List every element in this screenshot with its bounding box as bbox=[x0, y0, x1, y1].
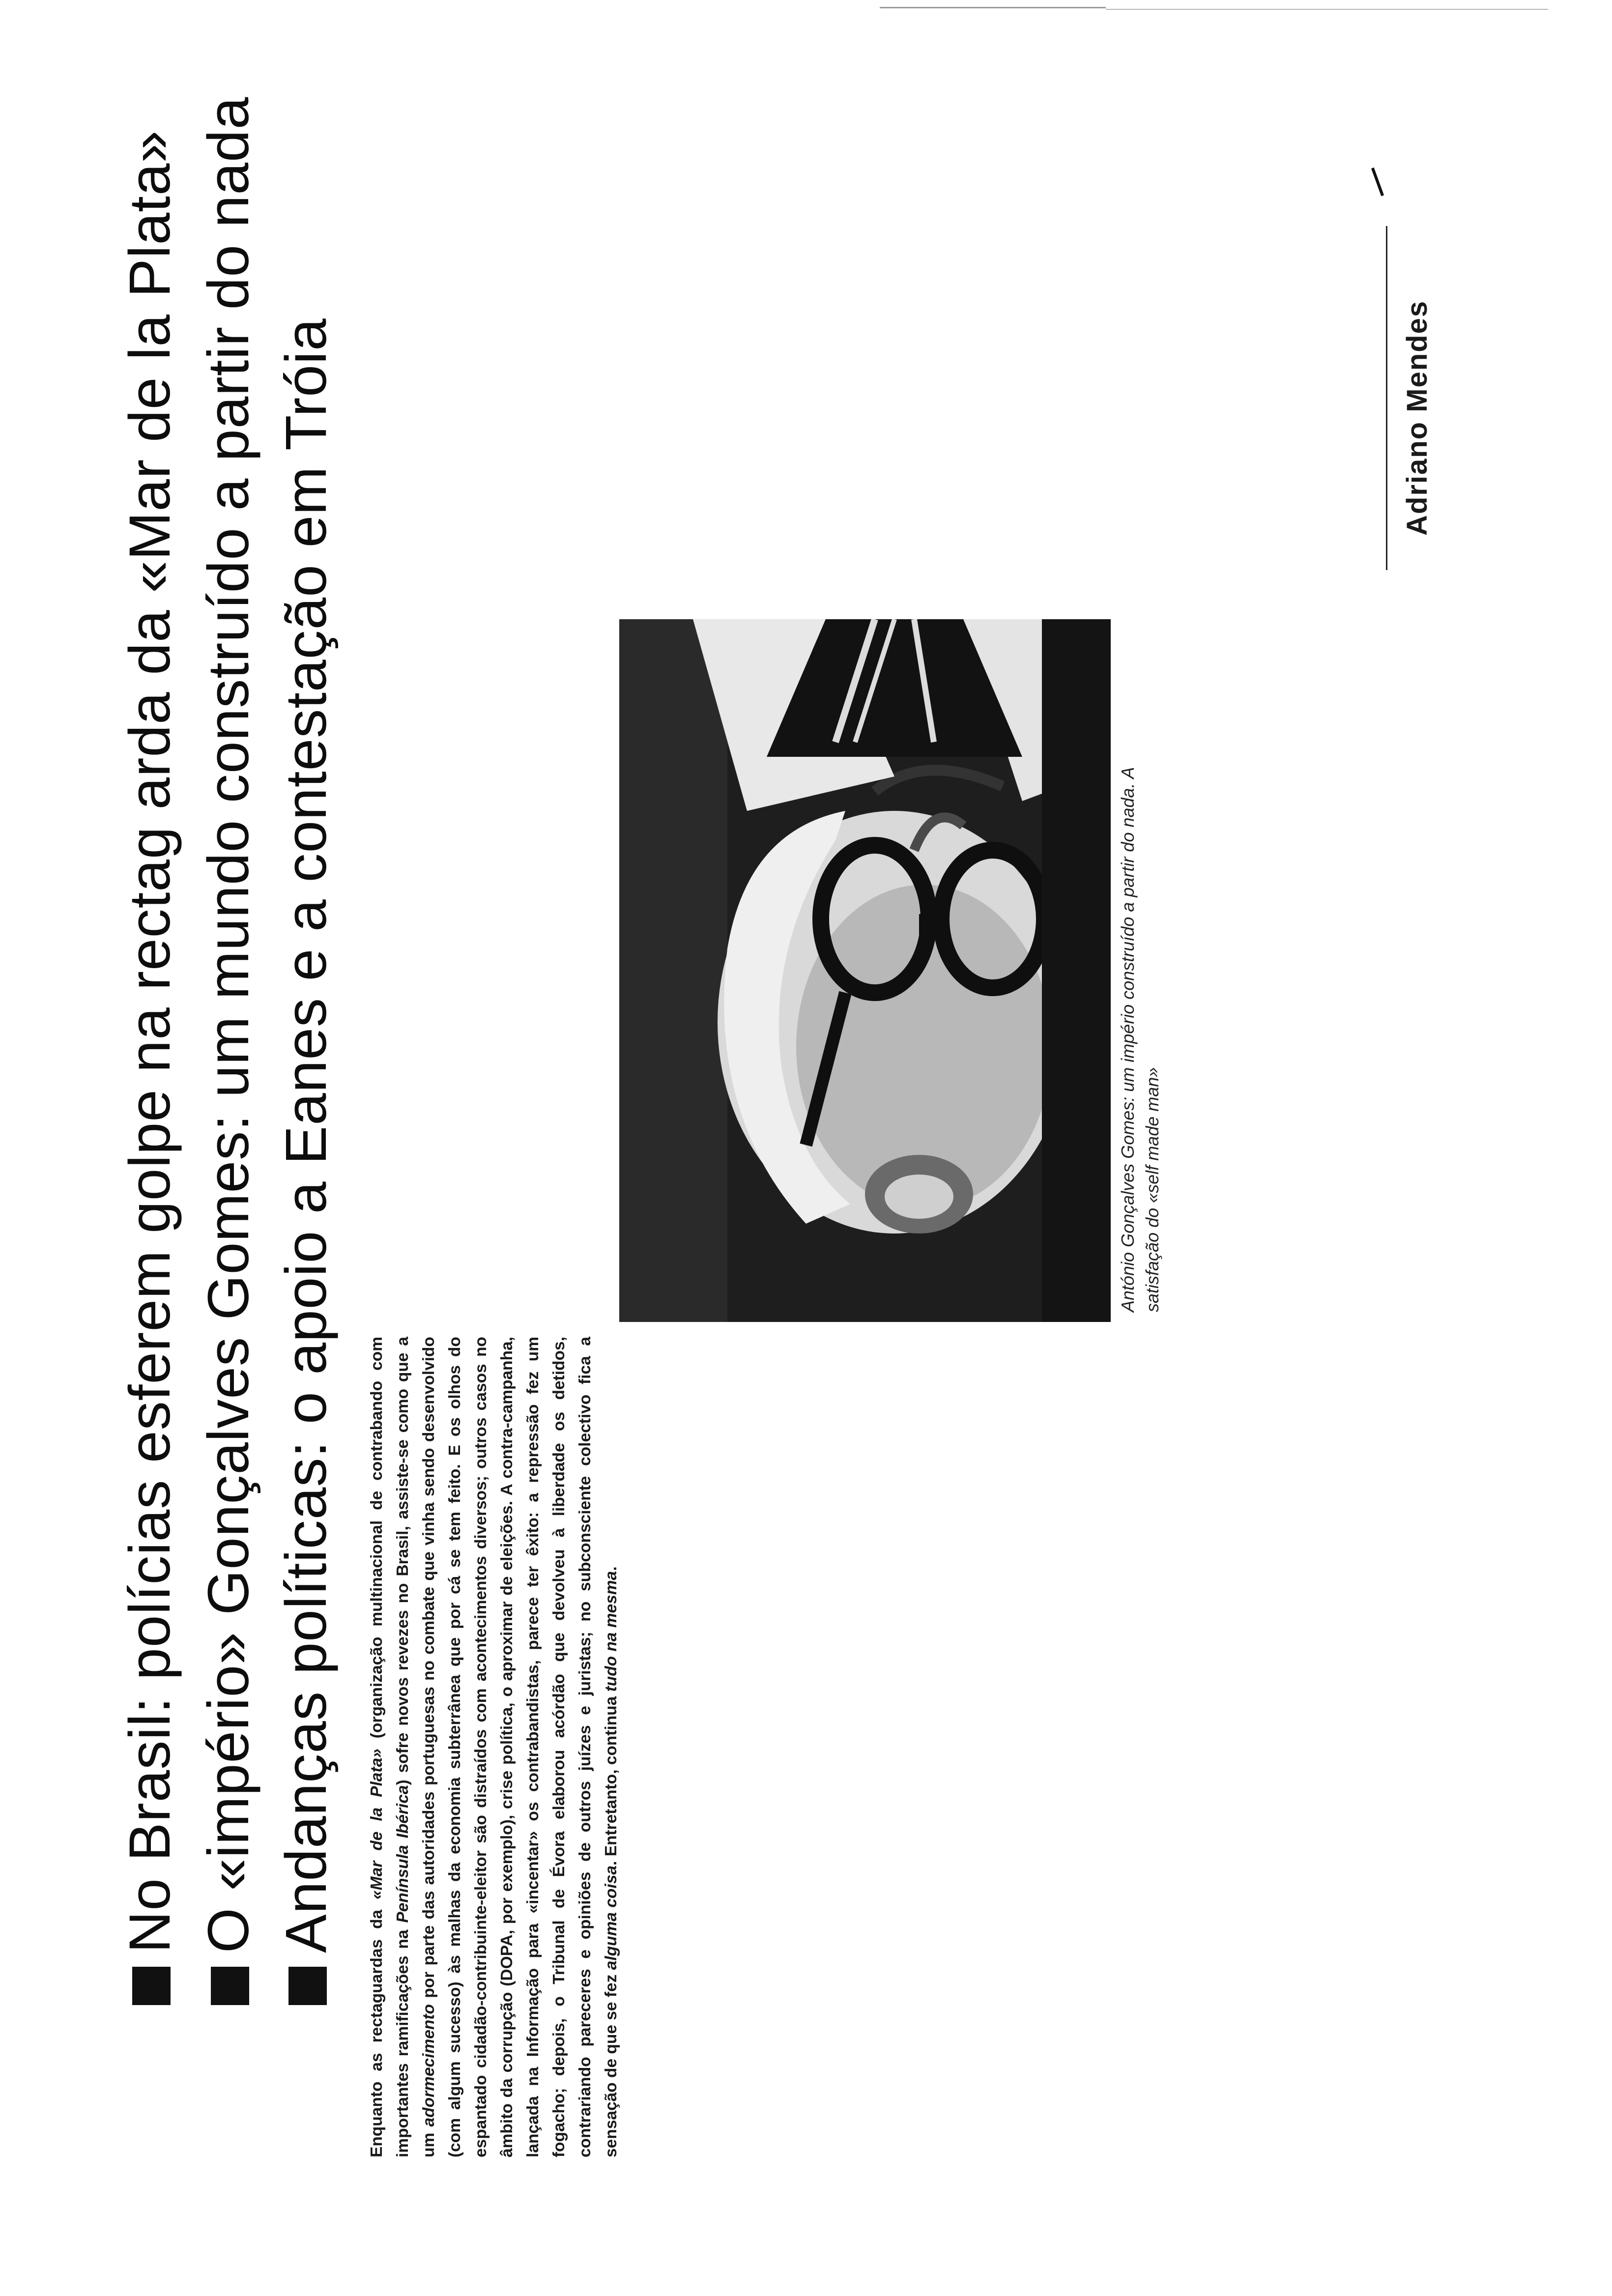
headline-2-text: O «império» Gonçalves Gomes: um mundo construído a partir do nada bbox=[196, 96, 261, 1953]
bullet-square-icon bbox=[132, 1967, 171, 2005]
article-emphasis: «Mar de la Plata» bbox=[368, 1749, 386, 1899]
article-emphasis: tudo na mesma bbox=[602, 1571, 620, 1692]
newspaper-clipping bbox=[117, 96, 1494, 2246]
article-text: . Entretanto, continua bbox=[602, 1692, 620, 1866]
article-text: ) sofre novos revezes no Brasil, assiste-se como que a um bbox=[394, 1336, 438, 2157]
caption-line: António Gonçalves Gomes: um império construído a partir do nada. A bbox=[1118, 767, 1138, 1312]
author-byline: Adriano Mendes bbox=[1401, 300, 1433, 536]
headline-1 bbox=[118, 130, 182, 2005]
article-emphasis: adormecimento bbox=[420, 2004, 438, 2127]
article-text: (organização multinacional de contrabando com importantes ramificações na bbox=[368, 1337, 412, 2157]
corner-mark bbox=[1371, 168, 1384, 196]
headline-2 bbox=[197, 97, 260, 2005]
article-emphasis: alguma coisa bbox=[602, 1866, 620, 1970]
caption-line: satisfação do «self made man» bbox=[1142, 1067, 1162, 1312]
article-text: . bbox=[602, 1566, 620, 1571]
scan-edge-line bbox=[1106, 9, 1548, 10]
headline-3-text: Andanças políticas: o apoio a Eanes e a contestação em Tróia bbox=[274, 318, 339, 1953]
headline-1-text: No Brasil: polícias esferem golpe na rectag arda da «Mar de la Plata» bbox=[117, 130, 182, 1953]
photo-caption bbox=[1116, 614, 1165, 1312]
scan-edge-line bbox=[880, 7, 1106, 8]
article-text: por parte das autoridades portuguesas no combate que vinha sendo desenvolvido (com algum sucesso) às malhas da economia subterrânea que por cá se tem feito. E os olhos do espantado cidadão-contribuinte-eleitor são distraídos com acontecimentos diversos; outros casos no âmbito da corrupção (DOPA, por exemplo), crise política, o aproximar de eleições. A contra-campanha, lançada na Informação para «incentar» os contrabandistas, parece ter êxito: a repressão fez um fogacho; depois, o Tribunal de Évora elaborou acórdão que devolveu à liberdade os detidos, contrariando pareceres e opiniões de outros juízes e juristas; no subconsciente colectivo fica a sensação de que se fez bbox=[420, 1337, 620, 2157]
article-text: Enquanto as rectaguardas da bbox=[368, 1899, 386, 2157]
article-emphasis: Península Ibérica bbox=[394, 1785, 412, 1923]
portrait-photo bbox=[619, 619, 1111, 1322]
byline-rule bbox=[1386, 226, 1387, 570]
headline-3 bbox=[274, 318, 338, 2005]
article-body bbox=[364, 1337, 624, 2157]
portrait-image bbox=[619, 619, 1111, 1322]
bullet-square-icon bbox=[288, 1967, 327, 2005]
bullet-square-icon bbox=[211, 1967, 249, 2005]
